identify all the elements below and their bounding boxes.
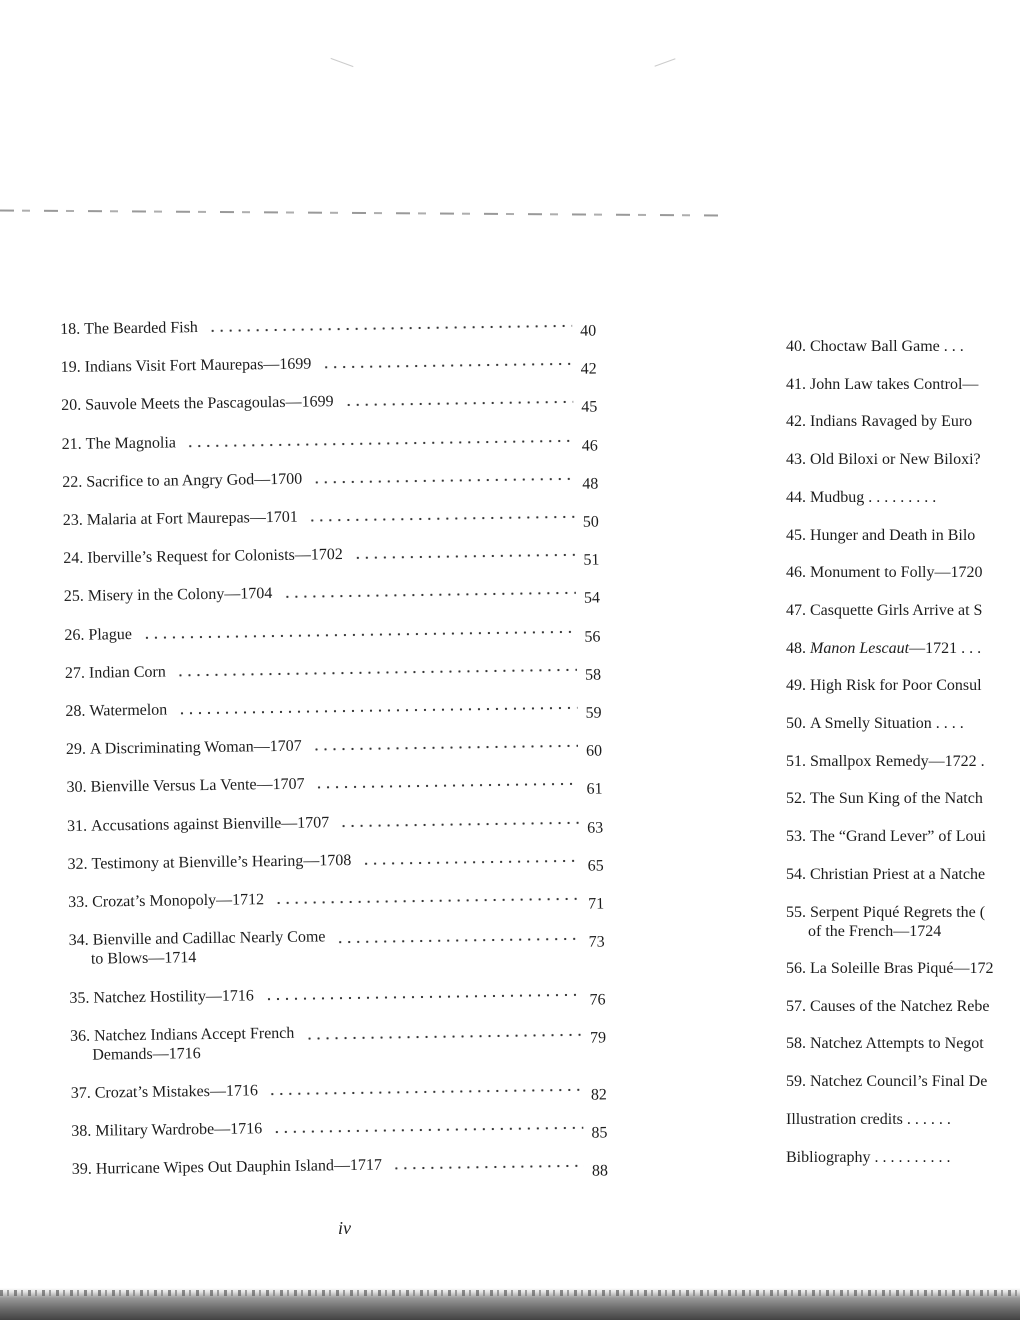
toc-entry — [66, 809, 627, 837]
toc-entry-number: 20. — [61, 397, 82, 415]
toc-entry-number: 39. — [71, 1161, 92, 1179]
toc-entry-title — [786, 789, 1020, 808]
toc-entry-text: Accusations against Bienville—1707 — [90, 813, 330, 835]
scan-artifact-mark — [331, 58, 354, 67]
toc-entry-page: 85 — [591, 1124, 608, 1142]
toc-entry-number: 18. — [60, 320, 81, 338]
toc-dot-leader — [176, 665, 577, 681]
toc-entry-number: 30. — [66, 779, 87, 797]
toc-entry-text: Smallpox Remedy—1722 . — [810, 752, 985, 770]
toc-entry-title — [71, 1119, 262, 1141]
toc-dot-leader — [344, 397, 573, 410]
toc-entry-title — [70, 1023, 295, 1064]
toc-dot-leader — [322, 359, 573, 373]
toc-entry-page: 50 — [582, 513, 599, 531]
toc-entry-title — [66, 737, 302, 759]
toc-dot-leader — [353, 550, 575, 563]
toc-entry-text: Manon Lescaut — [810, 639, 910, 657]
toc-left-column — [60, 312, 620, 1181]
toc-entry-title — [786, 526, 1020, 545]
toc-entry-number: 58. — [786, 1035, 806, 1053]
toc-entry-title — [786, 1148, 1020, 1167]
toc-entry-title — [786, 1110, 1020, 1129]
toc-entry-text: The Sun King of the Natch — [810, 790, 983, 808]
toc-dot-leader — [208, 321, 572, 336]
toc-entry-title — [64, 584, 273, 606]
toc-entry-text: Natchez Indians Accept French — [93, 1024, 295, 1045]
toc-entry — [65, 732, 626, 760]
toc-entry-page: 40 — [580, 322, 597, 340]
toc-entry-title — [61, 355, 312, 377]
toc-dot-leader — [186, 435, 574, 450]
toc-entry-text-continued: Demands—1716 — [92, 1044, 201, 1064]
toc-entry-number: 40. — [786, 338, 806, 355]
toc-entry-title — [65, 701, 167, 721]
toc-dot-leader — [312, 474, 574, 488]
toc-entry-text: Causes of the Natchez Rebe — [810, 997, 990, 1015]
toc-entry-number: 44. — [786, 488, 806, 506]
toc-dot-leader — [177, 703, 577, 719]
toc-entry-number: 54. — [786, 865, 806, 883]
toc-entry — [68, 923, 629, 968]
toc-entry-number: 51. — [786, 752, 806, 770]
toc-entry-page: 56 — [584, 628, 601, 646]
toc-entry-number: 22. — [62, 473, 83, 491]
toc-entry-page: 45 — [581, 398, 598, 417]
toc-entry-page: 73 — [588, 933, 605, 951]
toc-entry-number: 24. — [63, 549, 84, 568]
toc-entry-number: 35. — [69, 989, 90, 1007]
toc-entry-text: Natchez Council’s Final De — [810, 1073, 988, 1091]
toc-entry-text: Plague — [88, 625, 133, 644]
toc-entry-text: Indian Corn — [88, 663, 166, 682]
toc-entry-number: 41. — [786, 375, 806, 393]
toc-entry-title — [62, 469, 302, 491]
toc-entry-text: The Magnolia — [85, 433, 177, 453]
toc-entry-title — [786, 959, 1020, 978]
scan-artifact-mark — [654, 58, 675, 66]
toc-entry-number: 25. — [63, 588, 84, 606]
toc-dot-leader — [315, 779, 579, 793]
toc-entry-text: Indians Ravaged by Euro — [810, 413, 973, 431]
toc-entry — [62, 503, 623, 531]
toc-entry-title — [786, 412, 1020, 431]
toc-entry-title — [68, 890, 264, 912]
scan-bottom-edge — [0, 1288, 1020, 1320]
toc-entry-number: 19. — [60, 358, 81, 377]
toc-entry — [60, 312, 620, 340]
toc-entry-page: 65 — [587, 857, 604, 875]
toc-entry-number: 47. — [786, 601, 806, 619]
toc-entry-number: 32. — [67, 855, 88, 873]
toc-dot-leader — [362, 856, 580, 869]
toc-entry — [64, 656, 625, 684]
toc-entry-page: 60 — [585, 742, 603, 760]
toc-entry-number: 52. — [786, 790, 806, 808]
toc-entry-text: Serpent Piqué Regrets the ( — [810, 903, 986, 921]
toc-entry-title — [786, 752, 1020, 771]
toc-entry-text: Watermelon — [89, 701, 168, 720]
scan-artifact-line — [0, 209, 720, 216]
toc-entry — [65, 694, 625, 722]
toc-entry-text: Military Wardrobe—1716 — [95, 1120, 263, 1140]
toc-dot-leader — [282, 588, 575, 602]
toc-entry-text: John Law takes Control— — [810, 375, 979, 393]
toc-entry-text: La Soleille Bras Piqué—172 — [810, 960, 994, 978]
toc-entry-title — [66, 775, 304, 797]
page-number: iv — [338, 1218, 351, 1238]
toc-entry-page: 54 — [583, 589, 601, 608]
toc-entry-text: A Smelly Situation . . . . — [810, 715, 964, 732]
toc-entry-title — [786, 488, 1020, 507]
toc-entry-text: Casquette Girls Arrive at S — [810, 601, 983, 619]
toc-entry-title — [62, 433, 176, 454]
toc-entry-number: 38. — [71, 1122, 92, 1141]
toc-entry — [66, 771, 626, 799]
toc-dot-leader — [264, 989, 581, 1003]
toc-entry-title — [60, 318, 198, 339]
toc-dot-leader — [272, 1123, 583, 1137]
toc-entry — [69, 1019, 630, 1064]
toc-entry-page: 82 — [590, 1086, 607, 1104]
toc-entry — [61, 427, 622, 455]
toc-entry-number: 21. — [61, 435, 82, 453]
toc-dot-leader — [336, 934, 581, 947]
toc-entry-page: 63 — [587, 819, 604, 837]
toc-entry — [63, 580, 624, 608]
toc-entry-title — [786, 865, 1020, 884]
toc-entry-number: 56. — [786, 960, 806, 978]
toc-entry-number: 53. — [786, 828, 806, 846]
toc-entry-text: Natchez Attempts to Negot — [810, 1035, 984, 1053]
toc-entry-text: Iberville’s Request for Colonists—1702 — [87, 546, 343, 567]
toc-entry-text: Illustration credits . . . . . . — [786, 1110, 951, 1128]
toc-entry-title — [61, 393, 334, 416]
toc-dot-leader — [308, 512, 575, 526]
toc-entry-number: 43. — [786, 451, 806, 469]
toc-entry-page: 51 — [583, 551, 600, 569]
toc-entry-text: Crozat’s Monopoly—1712 — [92, 891, 265, 911]
toc-entry-title — [72, 1156, 382, 1179]
toc-entry-title — [786, 1034, 1020, 1053]
toc-entry-number: 23. — [62, 511, 83, 529]
toc-entry-text: The “Grand Lever” of Loui — [810, 828, 986, 846]
toc-entry-text-suffix: —1721 . . . — [909, 639, 982, 657]
toc-entry-text: Indians Visit Fort Maurepas—1699 — [84, 355, 312, 376]
toc-entry-text: Bienville and Cadillac Nearly Come — [92, 928, 326, 949]
toc-entry-title — [63, 508, 298, 530]
toc-dot-leader — [312, 741, 578, 755]
toc-entry-text: Choctaw Ball Game . . . — [810, 338, 964, 355]
toc-entry-text: Bienville Versus La Vente—1707 — [90, 776, 305, 797]
toc-entry-page: 46 — [581, 437, 598, 455]
toc-dot-leader — [274, 894, 580, 908]
toc-dot-leader — [392, 1161, 584, 1174]
toc-entry-number: 50. — [786, 715, 806, 732]
toc-entry — [62, 465, 622, 493]
toc-entry-page: 88 — [591, 1162, 609, 1181]
toc-entry — [61, 389, 621, 417]
toc-entry-title — [786, 1072, 1020, 1091]
toc-dot-leader — [142, 626, 576, 642]
toc-entry-title — [786, 676, 1020, 695]
toc-entry — [71, 1152, 632, 1181]
toc-entry-number: 34. — [68, 931, 89, 950]
toc-entry-title — [786, 903, 1020, 941]
toc-entry-text: Crozat’s Mistakes—1716 — [94, 1082, 258, 1102]
toc-entry-page: 48 — [582, 475, 599, 493]
toc-entry — [68, 885, 628, 913]
toc-entry — [69, 981, 629, 1009]
toc-entry-number: 59. — [786, 1073, 806, 1091]
toc-entry — [63, 541, 623, 569]
toc-entry-number: 31. — [66, 817, 88, 835]
toc-entry-text: Misery in the Colony—1704 — [87, 585, 273, 606]
toc-entry-text: Testimony at Bienville’s Hearing—1708 — [91, 851, 352, 873]
toc-entry-title — [63, 545, 343, 568]
toc-entry-page: 79 — [589, 1029, 607, 1047]
toc-entry-title — [786, 337, 1020, 356]
toc-entry-title — [786, 450, 1020, 469]
toc-entry-title — [786, 997, 1020, 1016]
toc-entry-text: Sacrifice to an Angry God—1700 — [86, 470, 303, 491]
toc-entry-title — [786, 714, 1020, 733]
toc-entry-page: 61 — [586, 780, 603, 799]
toc-entry-number: 27. — [64, 664, 86, 682]
toc-entry-text-continued: to Blows—1714 — [90, 949, 197, 968]
toc-entry-number: 36. — [69, 1027, 91, 1045]
toc-entry-title — [786, 601, 1020, 620]
toc-entry-number: 42. — [786, 413, 806, 431]
toc-entry-number: 33. — [68, 893, 89, 911]
toc-entry-title — [69, 986, 254, 1008]
toc-entry-title — [65, 662, 166, 682]
toc-entry-title — [64, 625, 132, 645]
toc-entry-title — [786, 375, 1020, 394]
toc-entry-text: High Risk for Poor Consul — [810, 677, 982, 695]
toc-entry-title — [67, 851, 351, 874]
toc-entry — [71, 1114, 631, 1142]
toc-entry-text: Old Biloxi or New Biloxi? — [810, 451, 981, 469]
toc-entry-text: Monument to Folly—1720 — [810, 564, 983, 582]
toc-entry-number: 45. — [786, 526, 806, 544]
toc-dot-leader — [305, 1029, 582, 1043]
toc-entry-page: 58 — [584, 666, 602, 684]
toc-dot-leader — [268, 1085, 583, 1099]
toc-entry-number: 37. — [70, 1084, 91, 1102]
toc-entry-number: 28. — [65, 702, 86, 720]
toc-entry-number: 49. — [786, 677, 806, 695]
toc-entry-page: 42 — [580, 360, 597, 378]
toc-entry-number: 26. — [64, 626, 85, 644]
toc-dot-leader — [339, 817, 579, 830]
toc-entry-title — [786, 639, 1020, 658]
toc-entry-number: 57. — [786, 997, 806, 1015]
toc-entry-number: 29. — [65, 740, 87, 759]
toc-entry-title — [67, 813, 329, 836]
toc-entry-title — [69, 928, 326, 970]
toc-entry — [60, 350, 621, 378]
toc-entry-text: A Discriminating Woman—1707 — [89, 737, 302, 758]
toc-entry-text-continued: of the French—1724 — [808, 922, 942, 940]
toc-entry-number: 55. — [786, 903, 806, 921]
toc-entry-title — [786, 827, 1020, 846]
toc-entry-text: Hurricane Wipes Out Dauphin Island—1717 — [95, 1156, 383, 1178]
toc-entry-text: Malaria at Fort Maurepas—1701 — [86, 508, 298, 529]
toc-entry-text: Mudbug . . . . . . . . . — [810, 488, 937, 506]
toc-entry — [64, 618, 624, 646]
toc-entry-page: 71 — [588, 895, 605, 913]
toc-entry-text: Sauvole Meets the Pascagoulas—1699 — [85, 393, 334, 415]
toc-entry-page: 59 — [585, 704, 602, 722]
toc-entry-text: Natchez Hostility—1716 — [93, 986, 254, 1007]
toc-entry-number: 48. — [786, 639, 806, 657]
toc-entry — [70, 1076, 631, 1104]
toc-entry-page: 76 — [589, 990, 606, 1009]
toc-entry-text: Bibliography . . . . . . . . . . — [786, 1148, 951, 1166]
toc-entry-title — [786, 563, 1020, 582]
toc-entry — [67, 847, 627, 875]
toc-entry-number: 46. — [786, 564, 806, 582]
toc-entry-text: Christian Priest at a Natche — [810, 865, 986, 883]
toc-entry-title — [71, 1081, 258, 1103]
toc-entry-text: The Bearded Fish — [84, 319, 198, 338]
toc-entry-text: Hunger and Death in Bilo — [810, 526, 976, 544]
